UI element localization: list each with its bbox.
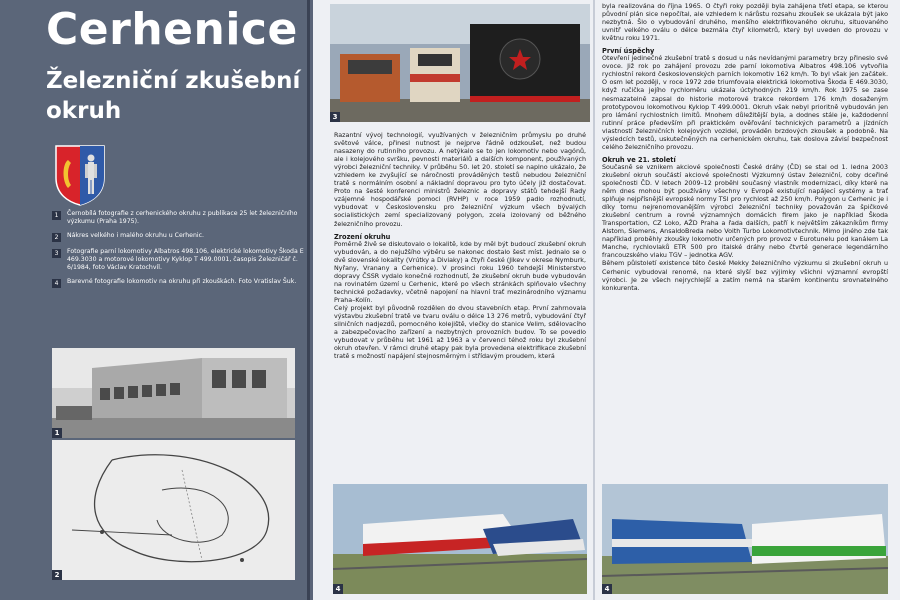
legend-text: Barevné fotografie lokomotiv na okruhu při zkouškách. Foto Vratislav Šuk. (67, 278, 297, 285)
photo-badge: 3 (330, 112, 340, 122)
paragraph: Otevření jedinečné zkušební tratě s dosud u nás nevídanými parametry brzy přineslo své ovoce. Již rok po zahájení provozu zde parní lokomotiva Albatros 498.106 vytvořila rychlostní rekord československých parních lokomotiv 162 km/h. To byl však jen začátek. O osm let později, v roce 1972 zde triumfovala elektrická lokomotiva Škoda E 469.3030, když ručička jejího rychloměru ukázala úctyhodných 219 km/h. Rok 1975 se zase nesmazatelně zapsal do historie motorové trakce rekordem 176 km/h dosaženým prototypovou lokomotivou Kyklop T 499.0001. Okruh však nebyl prioritně vybudován jen pro lámání rychlostních limitů. Mnohem důležitější byla, a dodnes stále je, každodenní rutinní práce především při praktickém ověřování technických parametrů a jízdních vlastností železničních kolejových vozidel, prováděn brzdových zkoušek a podobně. Na výsledcích testů, uskutečněných na cerhenickém okruhu, tak doslova závisí bezpečnost celého železničního provozu. (602, 55, 888, 151)
paragraph: Během půlstoletí existence této české Mekky železničního výzkumu si zkušební okruh u Cerhenic vybudoval renomé, na které slyší bez výjimky všichni významní evropští výrobci. Je ze všech nejrychlejší a zatím nemá na starém kontinentu srovnatelného konkurenta. (602, 260, 888, 292)
track-sketch (52, 440, 295, 580)
legend-item (52, 248, 304, 272)
section-heading: První úspěchy (602, 47, 655, 56)
photo-high-speed-trains (333, 484, 587, 594)
legend-item (52, 278, 304, 288)
legend-number: 3 (52, 249, 61, 258)
photo-badge: 4 (333, 584, 343, 594)
photo-locomotives (330, 4, 590, 122)
legend-number: 4 (52, 279, 61, 288)
legend-text: Černobílá fotografie z cerhenického okruhu z publikace 25 let železničního výzkumu (Praha 1975). (67, 210, 298, 225)
page-title: Cerhenice (46, 4, 298, 55)
legend-text: Fotografie parní lokomotivy Albatros 498.106, elektrické lokomotivy Škoda E 469.3030 a motorové lokomotivy Kyklop T 499.0001, časopis Železničář č. 6/1984, foto Václav Kratochvíl. (67, 248, 304, 271)
legend-item (52, 210, 304, 226)
section-heading: Zrození okruhu (334, 232, 391, 241)
intro-paragraph: Razantní vývoj technologií, využívaných v železničním průmyslu po druhé světové válce, přinesl nutnost je nejprve řádně odzkoušet, než budou nasazeny do rutinního provozu. A netýkalo se to jen lokomotiv nebo vagónů, ale i kolejového svršku, pevnosti materiálů a dalších komponent, používaných výrobci železniční techniky. V průběhu 50. let 20. století se naplno ukázalo, že vzhledem ke zvyšující se náročnosti prováděných testů nebudou železniční tratě s normálním osobní a nákladní dopravou pro tyto účely již dostačovat. Proto na šesté konferenci ministrů železnic a dopravy států tehdejší Rady vzájemné hospodářské pomoci (RVHP) v roce 1959 padlo rozhodnutí, vybudovat v Československu pro železniční výzkum všech bývalých socialistických zemí specializovaný polygon, zcela izolovaný od běžného železničního provozu. (334, 132, 586, 228)
photo-legend (52, 210, 304, 294)
photo-badge: 4 (602, 584, 612, 594)
paragraph: byla realizována do října 1965. O čtyři roky později byla zahájena třetí etapa, se kterou původní plán sice nepočítal, ale vzhledem k nárůstu rozsahu zkoušek se ukázala být jako nezbytná. Šlo o vybudování druhého, menšího elektrifikovaného okruhu, situovaného uvnitř velkého oválu o délce bezmála čtyř kilometrů, který byl uveden do provozu v květnu roku 1971. (602, 3, 888, 43)
page-subtitle: Železniční zkušební okruh (46, 68, 301, 124)
photo-building (52, 348, 295, 438)
paragraph: Současně se vznikem akciové společnosti České dráhy (ČD) se stal od 1. ledna 2003 zkušební okruh součástí akciové společnosti Výzkumný ústav železniční, coby dceřiné společnosti ČD. V letech 2009–12 proběhl současný vlastník modernizaci, díky které na něm dnes mohou být používány všechny v Evropě existující napájecí systémy a trať splňuje nejpřísnější evropské normy TSI pro rychlost až 250 km/h. Polygon u Cerhenic je i díky tomu nejrenomovanějším výrobci železniční techniky považován za špičkové zkušební centrum a rovné významných domácích firem jako je například Škoda Transportation, CZ Loko, AŽD Praha a řada dalších, patří k největším zákazníkům firmy Alstom, Siemens, AnsaldoBreda nebo Voith Turbo Lokomotivtechnik. Mimo jiného zde tak například proběhly zkoušky lokomotiv určených pro provoz v Eurotunelu pod kanálem La Manche, rychlovlaků ETR 500 pro italské dráhy nebo čtvrté generace legendárního francouzského vlaku TGV – jednotka AGV. (602, 163, 888, 260)
paragraph: Celý projekt byl původně rozdělen do dvou stavebních etap. První zahrnovala výstavbu zkušební tratě ve tvaru oválu o délce 13 276 metrů, vybudování čtyř silničních nadjezdů, pomocného kolejiště, vlečky do stanice Velim, sdělovacího a zabezpečovacího zařízení a nezbytných provozních budov. To se povedlo vybudovat v průběhu let 1961 až 1963 a v červenci téhož roku byl zkušební okruh otevřen. V rámci druhé etapy pak byla provedena elektrifikace zkušební tratě s možností napájení stejnosměrným i střídavým proudem, která (334, 304, 586, 361)
photo-regional-trains (602, 484, 888, 594)
paragraph: Poměrně živě se diskutovalo o lokalitě, kde by měl být budoucí zkušební okruh vybudován, a do nejužšího výběru se nakonec dostalo šest míst. Jednalo se o dvě slovenské lokality (Vrútky a Diviaky) a čtyři české (Jikev v okrese Nymburk, Nyřany, Vranany a Cerhenice). V prosinci roku 1960 tehdejší Ministerstvo dopravy ČSSR vydalo konečné rozhodnutí, že zkušební okruh bude vybudován na rovinatém území u Cerhenic, které po všech stránkách splňovalo všechny technické požadavky, včetně napojení na hlavní trať mezinárodního významu Praha–Kolín. (334, 240, 586, 304)
photo-badge: 2 (52, 570, 62, 580)
legend-number: 2 (52, 233, 61, 242)
section-heading: Okruh ve 21. století (602, 155, 676, 164)
right-text-column (602, 3, 888, 293)
legend-number: 1 (52, 211, 61, 220)
photo-badge: 1 (52, 428, 62, 438)
coat-of-arms-icon (54, 144, 106, 206)
middle-text-column (334, 132, 586, 361)
legend-text: Nákres velkého i malého okruhu u Cerhenic. (67, 232, 204, 239)
left-panel (0, 0, 310, 600)
legend-item (52, 232, 304, 242)
